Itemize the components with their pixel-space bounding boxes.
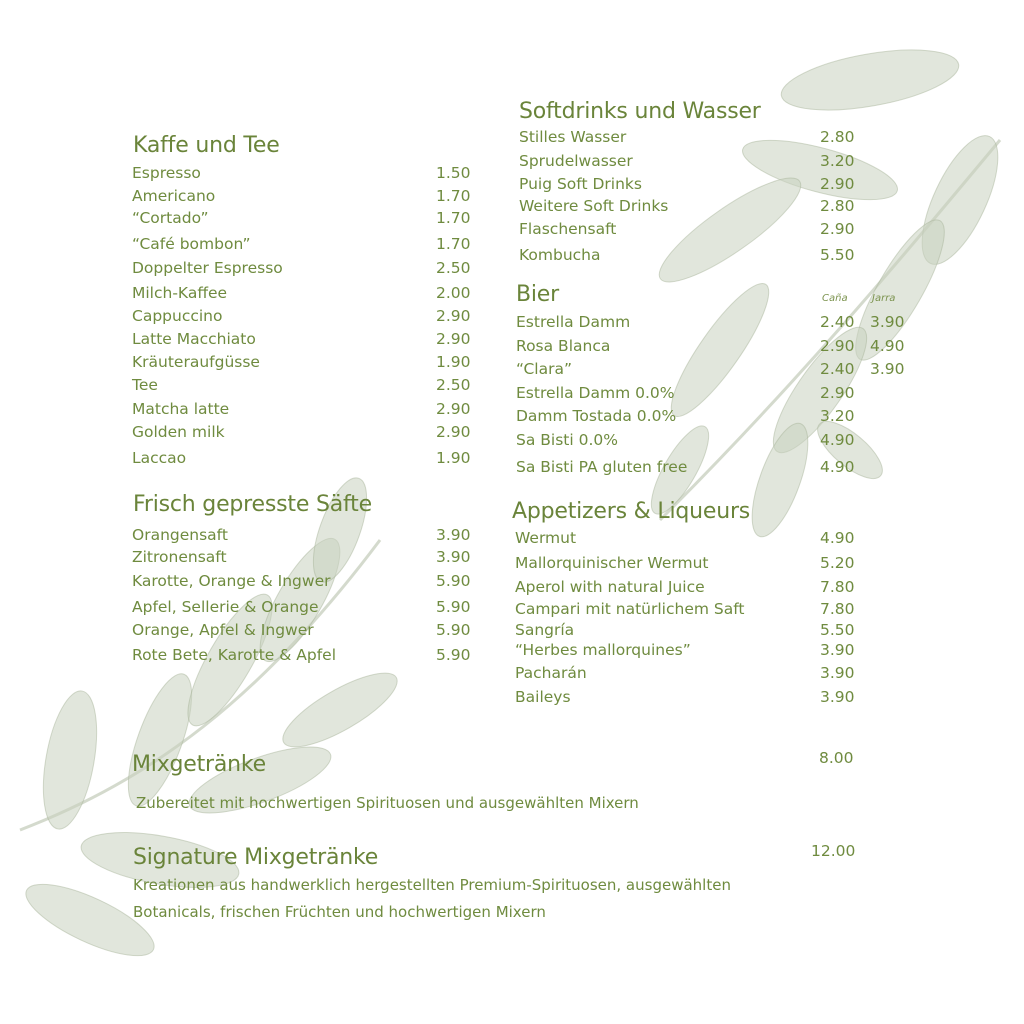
softdrinks-item-price: 2.90 — [820, 175, 855, 193]
mix-section-title: Mixgetränke — [132, 752, 267, 777]
saefte-section-title: Frisch gepresste Säfte — [133, 492, 372, 517]
appetizers-item-price: 7.80 — [820, 600, 855, 618]
saefte-item-price: 3.90 — [436, 548, 471, 566]
kaffe-item-name: Laccao — [132, 449, 187, 467]
kaffe-item-price: 1.50 — [436, 164, 471, 182]
appetizers-item-name: Mallorquinischer Wermut — [515, 554, 709, 572]
signature-description-line2: Botanicals, frischen Früchten und hochwertigen Mixern — [133, 903, 546, 921]
mix-price: 8.00 — [819, 749, 854, 767]
kaffe-item-price: 2.00 — [436, 284, 471, 302]
bier-column-jarra: Jarra — [872, 293, 896, 304]
appetizers-item-name: Wermut — [515, 529, 577, 547]
softdrinks-item-price: 2.80 — [820, 197, 855, 215]
bier-item-price: 4.90 — [820, 431, 855, 449]
bier-item-name: “Clara” — [516, 360, 573, 378]
saefte-item-name: Karotte, Orange & Ingwer — [132, 572, 331, 590]
appetizers-item-price: 5.20 — [820, 554, 855, 572]
kaffe-item-name: Tee — [132, 376, 158, 394]
softdrinks-item-name: Weitere Soft Drinks — [519, 197, 669, 215]
softdrinks-item-name: Kombucha — [519, 246, 601, 264]
softdrinks-item-name: Flaschensaft — [519, 220, 617, 238]
bier-item-price: 3.20 — [820, 407, 855, 425]
kaffe-item-name: Matcha latte — [132, 400, 230, 418]
kaffe-item-price: 2.90 — [436, 307, 471, 325]
appetizers-item-name: Pacharán — [515, 664, 587, 682]
softdrinks-item-price: 2.80 — [820, 128, 855, 146]
kaffe-item-price: 2.90 — [436, 330, 471, 348]
kaffe-item-price: 1.70 — [436, 187, 471, 205]
signature-section-title: Signature Mixgetränke — [133, 845, 379, 870]
saefte-item-price: 5.90 — [436, 621, 471, 639]
softdrinks-item-price: 3.20 — [820, 152, 855, 170]
kaffe-item-name: Cappuccino — [132, 307, 223, 325]
kaffe-item-name: Golden milk — [132, 423, 225, 441]
appetizers-item-price: 7.80 — [820, 578, 855, 596]
kaffe-item-price: 1.90 — [436, 449, 471, 467]
appetizers-item-price: 3.90 — [820, 664, 855, 682]
kaffe-item-name: “Café bombon” — [132, 235, 251, 253]
saefte-item-price: 5.90 — [436, 572, 471, 590]
appetizers-item-price: 3.90 — [820, 688, 855, 706]
bier-item-price: 2.90 — [820, 337, 855, 355]
appetizers-item-name: “Herbes mallorquines” — [515, 641, 691, 659]
kaffe-section-title: Kaffe und Tee — [133, 133, 280, 158]
signature-description-line1: Kreationen aus handwerklich hergestellten Premium-Spirituosen, ausgewählten — [133, 876, 731, 894]
bier-item-price-jarra: 3.90 — [870, 313, 905, 331]
bier-item-price: 2.90 — [820, 384, 855, 402]
signature-price: 12.00 — [811, 842, 856, 860]
saefte-item-name: Rote Bete, Karotte & Apfel — [132, 646, 337, 664]
bier-item-name: Sa Bisti PA gluten free — [516, 458, 688, 476]
bier-item-price-jarra: 4.90 — [870, 337, 905, 355]
kaffe-item-price: 2.90 — [436, 400, 471, 418]
saefte-item-name: Apfel, Sellerie & Orange — [132, 598, 319, 616]
kaffe-item-name: Kräuteraufgüsse — [132, 353, 260, 371]
saefte-item-name: Orange, Apfel & Ingwer — [132, 621, 314, 639]
kaffe-item-name: Milch-Kaffee — [132, 284, 228, 302]
softdrinks-item-name: Stilles Wasser — [519, 128, 627, 146]
kaffe-item-name: “Cortado” — [132, 209, 209, 227]
saefte-item-price: 3.90 — [436, 526, 471, 544]
kaffe-item-price: 1.70 — [436, 209, 471, 227]
kaffe-item-name: Latte Macchiato — [132, 330, 256, 348]
appetizers-item-price: 3.90 — [820, 641, 855, 659]
kaffe-item-price: 1.90 — [436, 353, 471, 371]
bier-item-name: Rosa Blanca — [516, 337, 611, 355]
appetizers-item-name: Baileys — [515, 688, 571, 706]
kaffe-item-price: 2.50 — [436, 259, 471, 277]
softdrinks-item-price: 5.50 — [820, 246, 855, 264]
bier-item-price: 4.90 — [820, 458, 855, 476]
appetizers-item-name: Aperol with natural Juice — [515, 578, 705, 596]
kaffe-item-price: 1.70 — [436, 235, 471, 253]
bier-item-name: Sa Bisti 0.0% — [516, 431, 618, 449]
kaffe-item-name: Americano — [132, 187, 216, 205]
softdrinks-item-name: Sprudelwasser — [519, 152, 633, 170]
bier-item-price: 2.40 — [820, 360, 855, 378]
saefte-item-name: Orangensaft — [132, 526, 228, 544]
kaffe-item-price: 2.50 — [436, 376, 471, 394]
kaffe-item-price: 2.90 — [436, 423, 471, 441]
appetizers-item-name: Campari mit natürlichem Saft — [515, 600, 745, 618]
kaffe-item-name: Espresso — [132, 164, 201, 182]
saefte-item-name: Zitronensaft — [132, 548, 227, 566]
appetizers-item-price: 5.50 — [820, 621, 855, 639]
saefte-item-price: 5.90 — [436, 646, 471, 664]
appetizers-item-name: Sangría — [515, 621, 575, 639]
kaffe-item-name: Doppelter Espresso — [132, 259, 283, 277]
bier-item-price: 2.40 — [820, 313, 855, 331]
saefte-item-price: 5.90 — [436, 598, 471, 616]
bier-item-name: Estrella Damm 0.0% — [516, 384, 675, 402]
bier-section-title: Bier — [516, 282, 559, 307]
softdrinks-section-title: Softdrinks und Wasser — [519, 99, 761, 124]
softdrinks-item-price: 2.90 — [820, 220, 855, 238]
mix-description: Zubereitet mit hochwertigen Spirituosen und ausgewählten Mixern — [136, 794, 639, 812]
bier-item-name: Estrella Damm — [516, 313, 631, 331]
bier-item-name: Damm Tostada 0.0% — [516, 407, 677, 425]
softdrinks-item-name: Puig Soft Drinks — [519, 175, 642, 193]
appetizers-section-title: Appetizers & Liqueurs — [512, 499, 751, 524]
bier-column-cana: Caña — [822, 293, 848, 304]
bier-item-price-jarra: 3.90 — [870, 360, 905, 378]
appetizers-item-price: 4.90 — [820, 529, 855, 547]
